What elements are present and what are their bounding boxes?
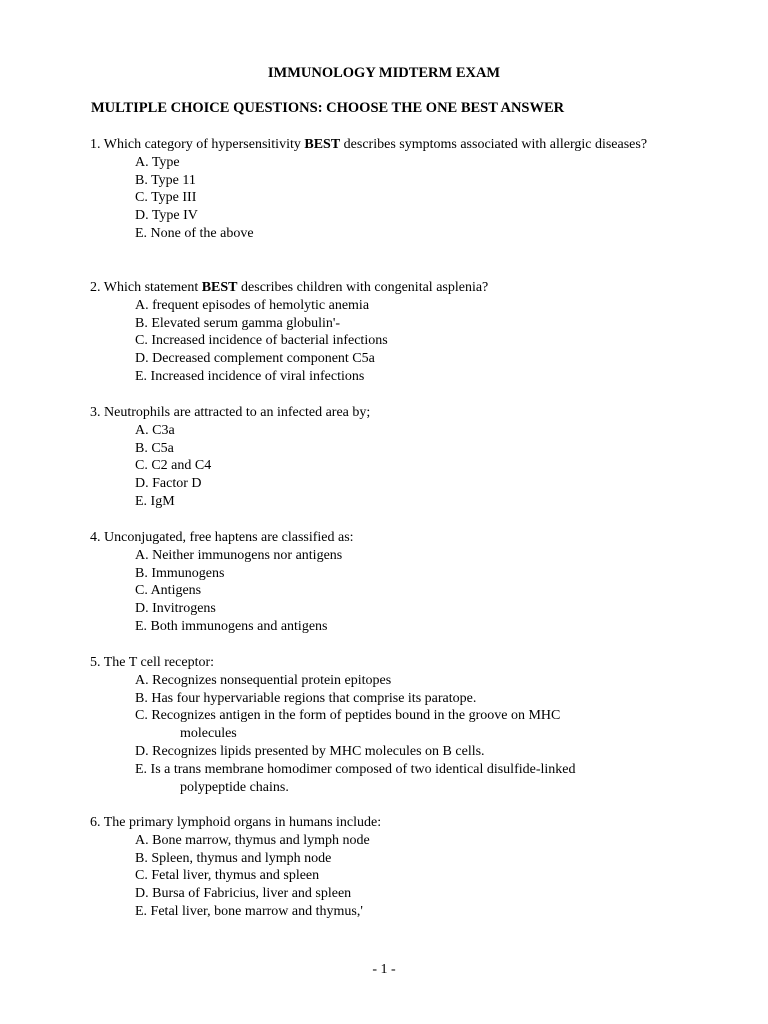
stem-emphasis: BEST (201, 280, 238, 295)
answer-options (90, 547, 690, 636)
option-e: E. IgM (135, 493, 175, 509)
option-c: C. Antigens (135, 583, 202, 599)
question-4 (90, 529, 690, 636)
answer-options (90, 672, 690, 797)
stem-text: 4. Unconjugated, free haptens are classified as: (90, 530, 354, 545)
option-c: C. Increased incidence of bacterial infections (135, 333, 388, 349)
option-a: A. Recognizes nonsequential protein epitopes (135, 672, 392, 688)
page-number: - 1 - (372, 962, 396, 977)
option-b: B. Spleen, thymus and lymph node (135, 850, 332, 866)
option-b: B. Elevated serum gamma globulin'- (135, 315, 341, 331)
option-text: C. Recognizes antigen in the form of peptides bound in the groove on MHC (135, 708, 561, 724)
stem-text: 2. Which statement (90, 280, 202, 295)
option-a: A. Type (135, 154, 180, 170)
option-c (90, 707, 690, 743)
option-a: A. frequent episodes of hemolytic anemia (135, 297, 370, 313)
question-2 (90, 279, 690, 386)
option-continuation: molecules (180, 726, 237, 742)
stem-text: 5. The T cell receptor: (90, 655, 215, 670)
option-d: D. Bursa of Fabricius, liver and spleen (135, 886, 352, 902)
answer-options (90, 422, 690, 511)
option-c: C. Fetal liver, thymus and spleen (135, 868, 320, 884)
question-3 (90, 404, 690, 511)
question-stem (90, 529, 690, 547)
option-e: E. None of the above (135, 225, 254, 241)
question-stem (90, 279, 690, 297)
answer-options (90, 832, 690, 921)
exam-title: IMMUNOLOGY MIDTERM EXAM (267, 65, 501, 81)
option-text: E. Is a trans membrane homodimer composed of two identical disulfide-linked (135, 761, 576, 777)
stem-text: describes children with congenital asplenia? (237, 280, 489, 295)
question-5 (90, 654, 690, 796)
option-d: D. Invitrogens (135, 601, 216, 617)
option-e: E. Both immunogens and antigens (135, 618, 328, 634)
stem-text: describes symptoms associated with allergic diseases? (340, 137, 648, 152)
option-a: A. Bone marrow, thymus and lymph node (135, 832, 370, 848)
option-b: B. Type 11 (135, 172, 196, 188)
option-a: A. Neither immunogens nor antigens (135, 547, 343, 563)
question-stem (90, 814, 690, 832)
answer-options (90, 297, 690, 386)
option-e: E. Fetal liver, bone marrow and thymus,' (135, 903, 363, 919)
option-e: E. Increased incidence of viral infections (135, 368, 365, 384)
option-b: B. Immunogens (135, 565, 225, 581)
option-d: D. Recognizes lipids presented by MHC molecules on B cells. (135, 743, 485, 759)
question-1 (90, 136, 690, 243)
question-stem (90, 654, 690, 672)
option-continuation: polypeptide chains. (180, 779, 289, 795)
stem-text: 6. The primary lymphoid organs in humans include: (90, 815, 382, 830)
option-c: C. Type III (135, 190, 197, 206)
option-b: B. Has four hypervariable regions that comprise its paratope. (135, 690, 477, 706)
question-stem (90, 404, 690, 422)
stem-emphasis: BEST (304, 137, 341, 152)
option-d: D. Type IV (135, 208, 198, 224)
section-instructions: MULTIPLE CHOICE QUESTIONS: CHOOSE THE ONE BEST ANSWER (91, 100, 565, 116)
option-e (90, 761, 690, 797)
question-6 (90, 814, 690, 921)
option-d: D. Factor D (135, 476, 202, 492)
question-stem (90, 136, 690, 154)
option-c: C. C2 and C4 (135, 458, 212, 474)
option-a: A. C3a (135, 422, 175, 438)
answer-options (90, 154, 690, 243)
option-b: B. C5a (135, 440, 174, 456)
stem-text: 3. Neutrophils are attracted to an infected area by; (90, 405, 371, 420)
option-d: D. Decreased complement component C5a (135, 351, 375, 367)
stem-text: 1. Which category of hypersensitivity (90, 137, 305, 152)
